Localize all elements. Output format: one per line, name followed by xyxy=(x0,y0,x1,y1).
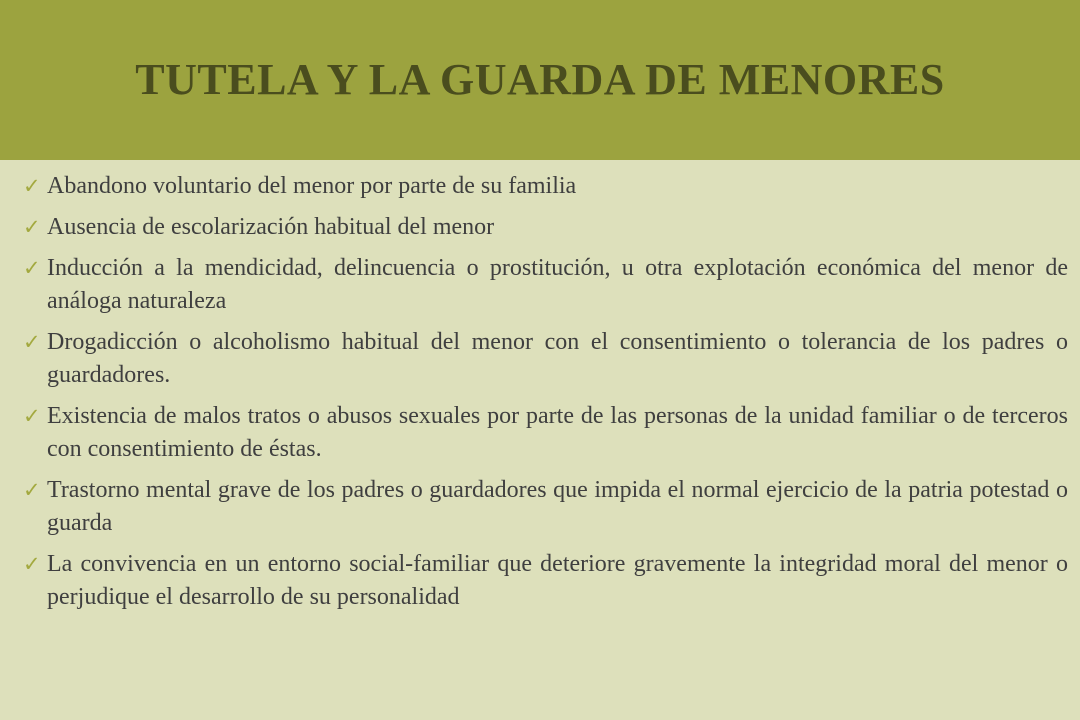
bullet-item xyxy=(22,400,1068,466)
bullet-item xyxy=(22,170,1068,203)
check-icon: ✓ xyxy=(23,404,41,428)
bullet-item xyxy=(22,326,1068,392)
bullet-list xyxy=(22,170,1068,622)
slide-title: TUTELA Y LA GUARDA DE MENORES xyxy=(135,55,945,104)
bullet-text: Inducción a la mendicidad, delincuencia o prostitución, u otra explotación económica del menor de análoga naturaleza xyxy=(47,255,1068,314)
bullet-text: Abandono voluntario del menor por parte de su familia xyxy=(47,173,577,199)
bullet-text: Trastorno mental grave de los padres o guardadores que impida el normal ejercicio de la patria potestad o guarda xyxy=(47,477,1068,536)
bullet-item xyxy=(22,211,1068,244)
title-banner xyxy=(0,0,1080,160)
check-icon: ✓ xyxy=(23,478,41,502)
check-icon: ✓ xyxy=(23,552,41,576)
bullet-text: Ausencia de escolarización habitual del menor xyxy=(47,214,495,240)
bullet-item xyxy=(22,474,1068,540)
check-icon: ✓ xyxy=(23,256,41,280)
check-icon: ✓ xyxy=(23,330,41,354)
bullet-text: Existencia de malos tratos o abusos sexuales por parte de las personas de la unidad familiar o de terceros con consentimiento de éstas. xyxy=(47,403,1068,462)
bullet-item xyxy=(22,548,1068,614)
bullet-text: Drogadicción o alcoholismo habitual del menor con el consentimiento o tolerancia de los padres o guardadores. xyxy=(47,329,1068,388)
bullet-item xyxy=(22,252,1068,318)
check-icon: ✓ xyxy=(23,215,41,239)
check-icon: ✓ xyxy=(23,174,41,198)
bullet-text: La convivencia en un entorno social-familiar que deteriore gravemente la integridad moral del menor o perjudique el desarrollo de su personalidad xyxy=(47,551,1068,610)
